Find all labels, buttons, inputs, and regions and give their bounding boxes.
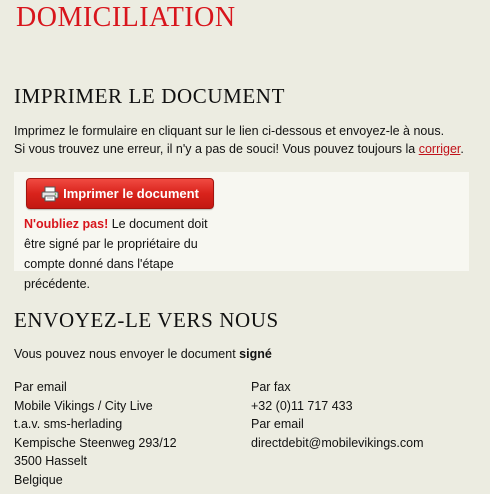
email-label: Par email: [251, 417, 304, 431]
print-reminder: [24, 214, 229, 294]
send-intro-text: Vous pouvez nous envoyer le document: [14, 347, 240, 361]
send-intro-bold: signé: [239, 347, 272, 361]
send-section-heading: ENVOYEZ-LE VERS NOUS: [14, 308, 279, 332]
print-instructions: [14, 122, 484, 158]
fax-number: +32 (0)11 717 433: [251, 398, 353, 413]
print-section-heading: IMPRIMER LE DOCUMENT: [14, 84, 286, 108]
print-instructions-line2-text: Si vous trouvez une erreur, il n'y a pas de souci! Vous pouvez toujours la: [14, 142, 419, 156]
reminder-strong: N'oubliez pas!: [24, 217, 109, 231]
reminder-text: Le document doit être signé par le propriétaire du compte donné dans l'étape précédente.: [24, 217, 208, 291]
address-line: Belgique: [14, 472, 63, 487]
printer-icon: [41, 186, 59, 202]
address-line: Par email: [14, 380, 67, 394]
email-address: directdebit@mobilevikings.com: [251, 435, 424, 450]
address-line: 3500 Hasselt: [14, 454, 87, 468]
send-intro: [14, 345, 272, 363]
page-title: DOMICILIATION: [16, 2, 236, 33]
address-line: Kempische Steenweg 293/12: [14, 435, 177, 450]
print-document-button[interactable]: [26, 178, 214, 209]
print-instructions-line1: Imprimez le formulaire en cliquant sur le lien ci-dessous et envoyez-le à nous.: [14, 124, 445, 138]
fax-label: Par fax: [251, 380, 291, 394]
print-instructions-line2: [14, 140, 484, 158]
correct-link[interactable]: corriger: [418, 142, 461, 156]
fax-email-column: [251, 378, 423, 452]
address-line: t.a.v. sms-herlading: [14, 417, 123, 431]
print-instructions-line2-end: .: [460, 142, 464, 156]
postal-address-column: [14, 378, 177, 489]
print-box: [14, 172, 469, 291]
address-line: Mobile Vikings / City Live: [14, 398, 153, 413]
print-document-label: Imprimer le document: [63, 186, 199, 201]
